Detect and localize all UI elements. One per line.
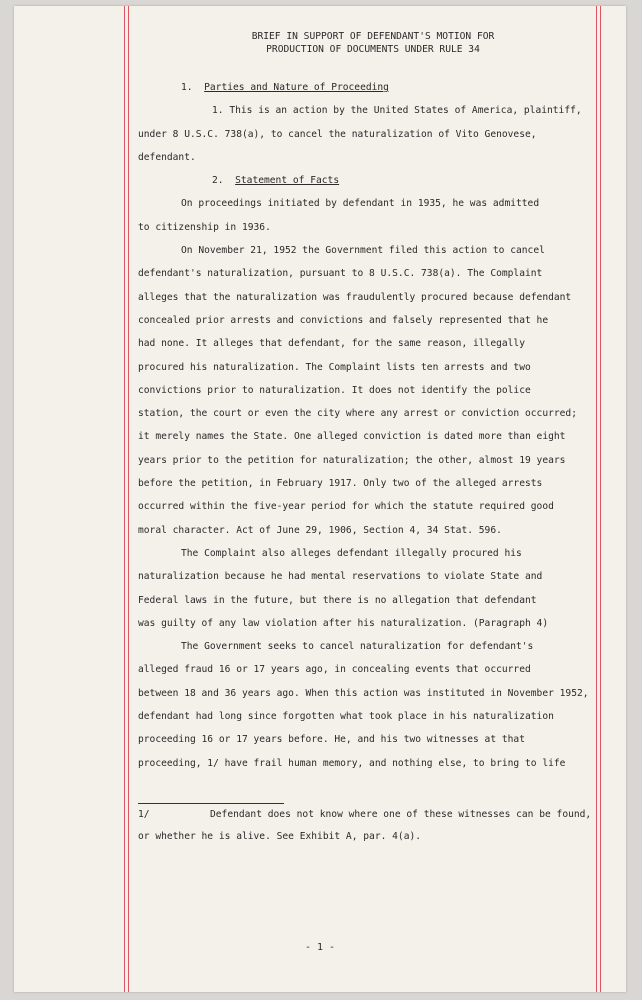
para3-line-11: before the petition, in February 1917. Only two of the alleged arrests [138,478,543,490]
page-number: - 1 - [304,942,336,953]
para2-line-1: On proceedings initiated by defendant in 1935, he was admitted [181,198,540,210]
footnote-line-2: or whether he is alive. See Exhibit A, par. 4(a). [138,831,422,842]
para1-line-2: under 8 U.S.C. 738(a), to cancel the naturalization of Vito Genovese, [138,128,537,140]
para4-line-2: naturalization because he had mental reservations to violate State and [138,571,543,583]
para5-line-4: defendant had long since forgotten what took place in his naturalization [138,711,554,723]
para3-line-9: it merely names the State. One alleged conviction is dated more than eight [138,431,566,443]
footnote-mark: 1/ [138,809,150,820]
para1-line-3: defendant. [138,151,196,163]
title-line-2: PRODUCTION OF DOCUMENTS UNDER RULE 34 [266,44,480,55]
para5-line-1: The Government seeks to cancel naturalization for defendant's [181,641,534,653]
para5-line-3: between 18 and 36 years ago. When this action was instituted in November 1952, [138,687,589,699]
para3-line-4: concealed prior arrests and convictions and falsely represented that he [138,314,549,326]
document-title [138,30,608,56]
para3-line-13: moral character. Act of June 29, 1906, Section 4, 34 Stat. 596. [138,524,502,536]
para4-line-1: The Complaint also alleges defendant illegally procured his [181,547,522,559]
para2-line-2: to citizenship in 1936. [138,221,271,233]
left-margin-rule-inner [128,6,129,992]
document-page [14,6,626,992]
para3-line-12: occurred within the five-year period for which the statute required good [138,501,554,513]
footnote-rule [138,803,284,804]
para3-line-2: defendant's naturalization, pursuant to 8 U.S.C. 738(a). The Complaint [138,268,543,280]
document-body [138,30,608,775]
para3-line-5: had none. It alleges that defendant, for the same reason, illegally [138,338,525,350]
para5-line-5: proceeding 16 or 17 years before. He, and his two witnesses at that [138,734,525,746]
para3-line-7: convictions prior to naturalization. It does not identify the police [138,384,531,396]
para1-line-1: 1. This is an action by the United States of America, plaintiff, [212,105,582,117]
left-margin-rule [124,6,125,992]
para3-line-6: procured his naturalization. The Complaint lists ten arrests and two [138,361,531,373]
para5-line-6: proceeding, 1/ have frail human memory, and nothing else, to bring to life [138,757,566,769]
para4-line-3: Federal laws in the future, but there is no allegation that defendant [138,594,537,606]
section-heading-2: 2. Statement of Facts [212,175,340,187]
para3-line-1: On November 21, 1952 the Government filed this action to cancel [181,245,545,257]
para3-line-3: alleges that the naturalization was fraudulently procured because defendant [138,291,572,303]
para4-line-4: was guilty of any law violation after his naturalization. (Paragraph 4) [138,617,549,629]
section-heading-1: 1. Parties and Nature of Proceeding [181,82,389,93]
footnote-line-1: 1/ Defendant does not know where one of these witnesses can be found, [138,809,592,820]
para5-line-2: alleged fraud 16 or 17 years ago, in concealing events that occurred [138,664,531,676]
para3-line-10: years prior to the petition for naturalization; the other, almost 19 years [138,454,566,466]
title-line-1: BRIEF IN SUPPORT OF DEFENDANT'S MOTION FOR [251,31,495,42]
para3-line-8: station, the court or even the city where any arrest or conviction occurred; [138,408,577,420]
